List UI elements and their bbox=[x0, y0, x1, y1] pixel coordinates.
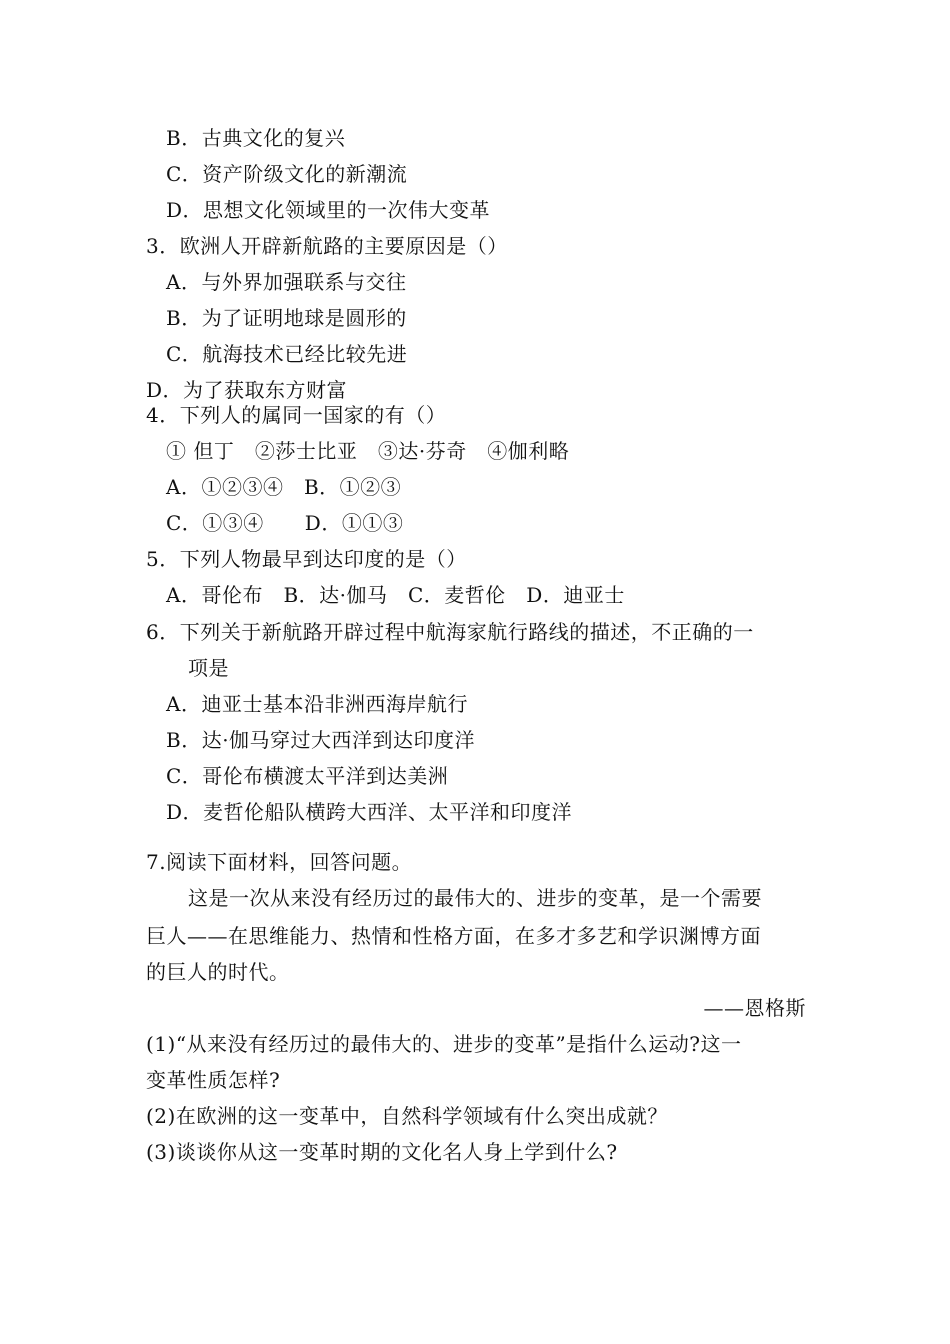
q7-sub3: (3)谈谈你从这一变革时期的文化名人身上学到什么? bbox=[146, 1140, 618, 1164]
q7-sub2: (2)在欧洲的这一变革中，自然科学领域有什么突出成就？ bbox=[146, 1104, 668, 1128]
q6-option-a: A．迪亚士基本沿非洲西海岸航行 bbox=[166, 692, 468, 716]
q7-material-line2: 巨人——在思维能力、热情和性格方面，在多才多艺和学识渊博方面 bbox=[146, 924, 761, 948]
q3-option-a: A．与外界加强联系与交往 bbox=[166, 270, 407, 294]
q2-option-d: D．思想文化领域里的一次伟大变革 bbox=[166, 198, 491, 222]
q7-stem: 7.阅读下面材料，回答问题。 bbox=[146, 850, 413, 874]
q7-material-line3: 的巨人的时代。 bbox=[146, 960, 290, 984]
q5-options: A．哥伦布 B．达·伽马 C．麦哲伦 D．迪亚士 bbox=[166, 583, 625, 607]
q4-stem: 4．下列人的属同一国家的有（） bbox=[146, 403, 447, 427]
q4-options-row2: C．①③④ D．①①③ bbox=[166, 511, 404, 535]
q3-option-c: C．航海技术已经比较先进 bbox=[166, 342, 408, 366]
q7-attribution: ——恩格斯 bbox=[703, 996, 806, 1020]
q2-option-c: C．资产阶级文化的新潮流 bbox=[166, 162, 408, 186]
q6-option-b: B．达·伽马穿过大西洋到达印度洋 bbox=[166, 728, 476, 752]
q5-stem: 5．下列人物最早到达印度的是（） bbox=[146, 547, 467, 571]
q3-option-d: D．为了获取东方财富 bbox=[146, 378, 348, 402]
q4-options-row1: A．①②③④ B．①②③ bbox=[166, 475, 402, 499]
q6-stem-line2: 项是 bbox=[188, 656, 229, 680]
q7-sub1-line1: (1)“从来没有经历过的最伟大的、进步的变革”是指什么运动?这一 bbox=[146, 1032, 742, 1056]
q7-sub1-line2: 变革性质怎样? bbox=[146, 1068, 281, 1092]
q4-items: ① 但丁 ②莎士比亚 ③达·芬奇 ④伽利略 bbox=[166, 439, 570, 463]
q2-option-b: B．古典文化的复兴 bbox=[166, 126, 346, 150]
q6-stem-line1: 6．下列关于新航路开辟过程中航海家航行路线的描述，不正确的一 bbox=[146, 620, 754, 644]
q6-option-d: D．麦哲伦船队横跨大西洋、太平洋和印度洋 bbox=[166, 800, 573, 824]
q3-option-b: B．为了证明地球是圆形的 bbox=[166, 306, 407, 330]
q7-material-line1: 这是一次从来没有经历过的最伟大的、进步的变革，是一个需要 bbox=[188, 886, 762, 910]
q6-option-c: C．哥伦布横渡太平洋到达美洲 bbox=[166, 764, 449, 788]
q3-stem: 3．欧洲人开辟新航路的主要原因是（） bbox=[146, 234, 508, 258]
